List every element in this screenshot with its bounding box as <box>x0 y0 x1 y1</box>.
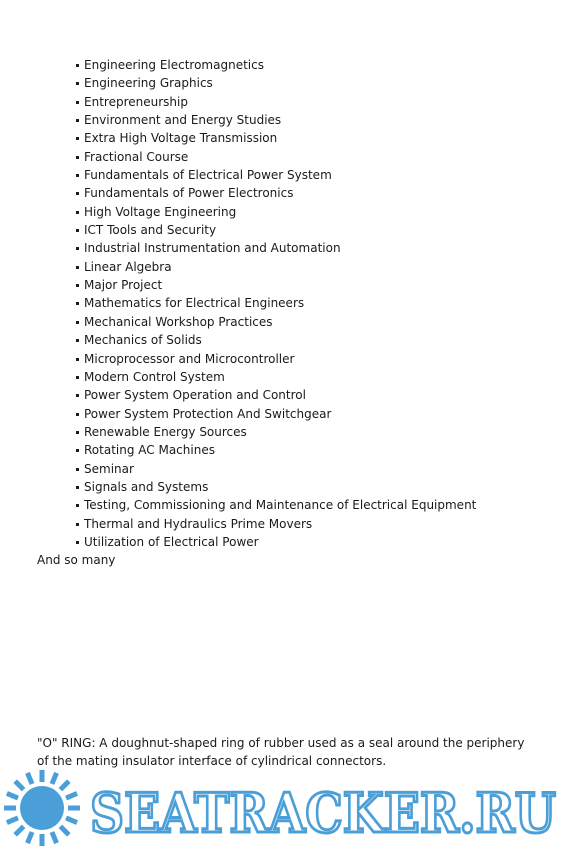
watermark-logo <box>0 770 566 850</box>
course-list-item: Linear Algebra <box>76 258 476 276</box>
course-list-item: Power System Operation and Control <box>76 386 476 404</box>
course-list-item: Mechanical Workshop Practices <box>76 313 476 331</box>
course-list-item: Industrial Instrumentation and Automation <box>76 239 476 257</box>
course-list-item: Fundamentals of Electrical Power System <box>76 166 476 184</box>
course-list-item: Testing, Commissioning and Maintenance of Electrical Equipment <box>76 496 476 514</box>
course-list-item: Utilization of Electrical Power <box>76 533 476 551</box>
course-list-item: Renewable Energy Sources <box>76 423 476 441</box>
sun-ray <box>7 818 18 823</box>
trailer-text: And so many <box>37 553 116 567</box>
course-list-item: Fundamentals of Power Electronics <box>76 184 476 202</box>
sun-ray <box>15 781 23 789</box>
sun-ray <box>60 826 68 834</box>
course-list-item: Thermal and Hydraulics Prime Movers <box>76 515 476 533</box>
course-list-item: Entrepreneurship <box>76 93 476 111</box>
sun-icon <box>4 770 80 846</box>
course-list-item: Engineering Electromagnetics <box>76 56 476 74</box>
course-list <box>76 56 476 551</box>
course-list-item: Major Project <box>76 276 476 294</box>
course-list-item: ICT Tools and Security <box>76 221 476 239</box>
definition-paragraph: "O" RING: A doughnut-shaped ring of rubber used as a seal around the periphery of the mating insulator interface of cylindrical connectors. <box>37 736 525 768</box>
course-list-item: Environment and Energy Studies <box>76 111 476 129</box>
course-list-item: Mathematics for Electrical Engineers <box>76 294 476 312</box>
sun-ray <box>27 773 32 784</box>
seatracker-watermark <box>0 770 566 850</box>
sun-ray <box>7 793 18 798</box>
course-list-item: Seminar <box>76 460 476 478</box>
course-list-item: Microprocessor and Microcontroller <box>76 350 476 368</box>
course-list-item: Fractional Course <box>76 148 476 166</box>
course-list-item: Extra High Voltage Transmission <box>76 129 476 147</box>
course-list-item: Power System Protection And Switchgear <box>76 405 476 423</box>
course-list-item: Rotating AC Machines <box>76 441 476 459</box>
course-list-item: High Voltage Engineering <box>76 203 476 221</box>
sun-ray <box>27 832 32 843</box>
sun-ray <box>52 773 57 784</box>
sun-ray <box>15 826 23 834</box>
course-list-item: Signals and Systems <box>76 478 476 496</box>
sun-ray <box>66 793 77 798</box>
course-list-item: Engineering Graphics <box>76 74 476 92</box>
course-list-item: Modern Control System <box>76 368 476 386</box>
sun-ray <box>66 818 77 823</box>
sun-ray <box>60 781 68 789</box>
sun-ray <box>52 832 57 843</box>
course-list-item: Mechanics of Solids <box>76 331 476 349</box>
watermark-text: SEATRACKER.RU <box>90 781 556 845</box>
